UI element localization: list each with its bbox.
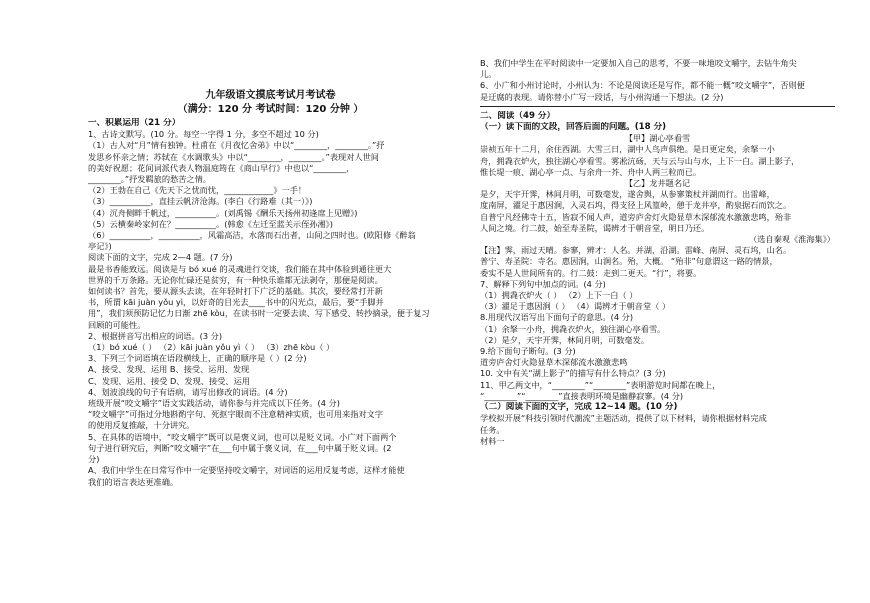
passage-line: 自普宁凡经佛寺十五，皆寂不闻人声，道旁庐舍灯火隐显草木深郁流水激激悲鸣，殆非: [480, 211, 792, 222]
question-line: （3）濯足于惠因涧（ ） （4）谒辨才于朝音堂（ ）: [480, 301, 671, 312]
text-line: （6）__________，__________，风霜高洁，水落而石出者，山间之四时也。(欧阳修《醉翁: [88, 230, 416, 241]
passage-line: 舟，拥毳衣炉火，独往湖心亭看雪。雾凇沆砀，天与云与山与水，上下一白。湖上影子，: [480, 155, 800, 166]
questions: [480, 279, 835, 402]
text-line: ________。”抒发羁旅的愁苦之情。: [88, 174, 211, 185]
yi-title: 【乙】龙井题名记: [624, 178, 691, 189]
text-line: 的使用反复推敲，十分讲究。: [88, 420, 195, 431]
question-line: （1）拥毳衣炉火（ ） （2）上下一白（ ）: [480, 290, 638, 301]
question-line: 9.给下面句子断句。(3 分): [480, 346, 576, 357]
text-line: 5、在具体的语境中，“咬文嚼字”既可以是褒义词，也可以是贬义词。小广对下面两个: [88, 431, 397, 442]
text-line: 阅读下面的文字，完成 2—4 题。(7 分): [88, 252, 233, 263]
text-line: 6、小广和小州讨论时，小州认为：不论是阅读还是写作，都不能一概“咬文嚼字”，否则便: [480, 80, 805, 91]
passage-line: 崇祯五年十二月，余住西湖。大雪三日，湖中人鸟声俱绝。是日更定矣，余拏一小: [480, 144, 775, 155]
text-line: 书，所谓 kāi juàn yǒu yì，以好奇的目光去____书中的闪光点，最后，要“手脚并: [88, 297, 384, 308]
passage-line: 度南屏，濯足于惠因涧，入灵石坞，得支径上风篁岭，憩于龙井亭，酌泉据石而饮之。: [480, 200, 792, 211]
section-heading-1: 一、积累运用（21 分）: [88, 118, 181, 128]
text-line: 1、古诗文默写。(10 分。每空一字得 1 分，多空不超过 10 分): [88, 129, 319, 140]
passage-line: 是夕，天宇开霁，林间月明，可数毫发，遂舍舆，从参寥策杖并湖而行。出雷峰，: [480, 189, 775, 200]
text-line: 4、划波浪线的句子有语病，请写出修改的词语。(4 分): [88, 386, 288, 397]
question-line: 7、解释下列句中加点的词。(4 分): [480, 278, 606, 289]
text-line: （1）古人对“月”情有独钟。杜甫在《月夜忆舍弟》中以“________，________。”抒: [88, 140, 385, 151]
text-line: 儿。: [480, 69, 497, 80]
question-line: 11、甲乙两文中，“________”“________”表明游览时间都在晚上，: [480, 379, 721, 390]
part2-text: [480, 413, 835, 435]
notes: [480, 245, 835, 279]
text-line: （5）云横秦岭家何在？__________。(韩愈《左迁至蓝关示侄孙湘》): [88, 218, 333, 229]
jia-text: [480, 144, 835, 178]
text-line: 句子进行研究后，判断“咬文嚼字”在___句中属于褒义词，在___句中属于贬义词。(2: [88, 442, 392, 453]
note-line: 【注】霁，雨过天晴。参寥，辨才：人名。并湖，沿湖。雷峰、南屏、灵石坞，山名。: [480, 245, 792, 256]
passage-line: 惟长堤一痕、湖心亭一点、与余舟一芥、舟中人两三粒而已。: [480, 166, 702, 177]
text-line: 3、下列三个词语填在语段横线上，正确的顺序是（ ）(2 分): [88, 353, 307, 364]
text-line: 班级开展“咬文嚼字”语文实践活动，请你参与并完成以下任务。(4 分): [88, 398, 340, 409]
source-note: （选自秦观《淮海集》）: [749, 234, 835, 245]
text-line: A、我们中学生在日常写作中一定要坚持咬文嚼字，对词语的运用反复考虑，这样才能使: [88, 465, 405, 476]
text-line: 学校拟开展“科技引领时代潮流”主题活动，提供了以下材料，请你根据材料完成: [480, 413, 767, 424]
exam-subtitle: （满分：120 分 考试时间：120 分钟 ）: [177, 104, 364, 115]
question-line: 10. 文中有关“湖上影子”的描写有什么特点？(3 分): [480, 368, 666, 379]
divider: [480, 106, 835, 107]
text-line: 任务。: [480, 424, 505, 435]
text-line: 是迂腐的表现。请你替小广写一段话，与小州沟通一下想法。(2 分): [480, 91, 724, 102]
part-heading-2: （二）阅读下面的文字，完成 12~14 题。(10 分): [480, 402, 678, 413]
yi-text: [480, 189, 835, 234]
text-line: 最是书香能致远。阅读是与 bó xué 的灵魂进行交谈，我们能在其中体验到通往更大: [88, 263, 392, 274]
left-body: [88, 129, 453, 488]
text-line: 用”，我们须预防记忆力日渐 zhē kòu，在读书时一定要去读、写下感受、转抄摘录，便于复习: [88, 308, 430, 319]
text-line: B、我们中学生在平时阅读中一定要加入自己的思考，不要一味地咬文嚼字，去钻牛角尖: [480, 58, 797, 68]
section-heading-2: 二、阅读（49 分）: [480, 110, 556, 121]
text-line: 亭记》): [88, 241, 112, 252]
question-line: 道旁庐舍灯火隐显草木深郁流水激激悲鸣: [480, 357, 628, 368]
text-line: （1）bó xué（ ） （2）kāi juàn yǒu yì（ ） （3）zhē kòu（ ）: [88, 342, 335, 353]
text-line: A、接受、发现、运用 B、接受、运用、发现: [88, 364, 250, 375]
text-line: 世界的千万条路。无论你忙碌还是贫穷，有一种快乐谁都无法剥夺，那便是阅读。: [88, 274, 383, 285]
jia-title: 【甲】湖心亭看雪: [624, 133, 691, 144]
question-line: （2）是夕，天宇开霁，林间月明，可数毫发。: [480, 334, 649, 345]
right-column: [480, 58, 835, 447]
passage-line: 人间之境。行二鼓，始至寿圣院，谒辨才于朝音堂，明日乃还。: [480, 222, 710, 233]
text-line: （2）王勃在自己《先天下之忧而忧，____________》一手！: [88, 185, 307, 196]
text-line: 2、根据拼音写出相应的词语。(3 分): [88, 330, 223, 341]
left-column: [88, 118, 453, 488]
text-line: “咬文嚼字”可指过分地斟酌字句、死抠字眼而不注意精神实质，也可用来指对文字: [88, 409, 384, 420]
text-line: 如何读书？首先，要从源头去读，在年轻时打下广泛的基础。其次，要经常打开新: [88, 286, 383, 297]
part-heading-1: （一）读下面的文段，回答后面的问题。(18 分): [480, 122, 667, 133]
material-label: 材料一: [480, 435, 505, 446]
note-line: 普宁、寿圣院：寺名。惠因涧，山涧名。殆，大概。 “殆非”句意谓这一路的情景，: [480, 256, 778, 267]
text-line: C、发现、运用、接受 D、发现、接受、运用: [88, 375, 250, 386]
text-line: （3）__________，直挂云帆济沧海。(李白《行路难（其一）》): [88, 196, 313, 207]
question-line: （1）余拏一小舟，拥毳衣炉火，独往湖心亭看雪。: [480, 323, 666, 334]
text-line: （4）沉舟侧畔千帆过，__________。(刘禹锡《酬乐天扬州初逢席上见赠》): [88, 207, 358, 218]
question-line: “________”“________”直接表明环境是幽静寂寥。(4 分): [480, 390, 684, 401]
text-line: 回顾的可能性。: [88, 319, 146, 330]
exam-title: 九年级语文摸底考试月考试卷: [205, 90, 336, 101]
text-line: 分): [88, 454, 100, 465]
text-line: 发思乡怀亲之情；苏轼在《水调歌头》中以“________，________。”表现对人世间: [88, 151, 379, 162]
note-line: 委实不是人世间所有的。行二鼓：走到二更天。“行”，将要。: [480, 267, 702, 278]
text-line: 我们的语言表达更准确。: [88, 476, 179, 487]
right-top-body: [480, 58, 835, 103]
text-line: 的美好祝愿；花间词派代表人物温庭筠在《商山早行》中也以“________，: [88, 162, 355, 173]
question-line: 8.用现代汉语写出下面句子的意思。(4 分): [480, 312, 634, 323]
